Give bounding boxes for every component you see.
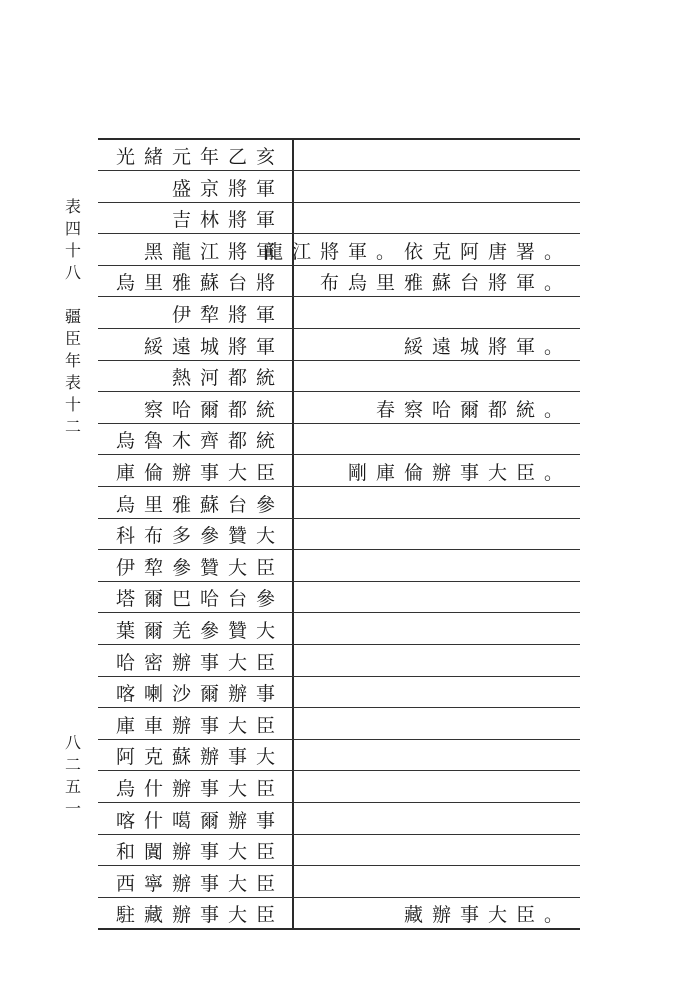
row-label: 喀喇沙爾辦事 [115, 683, 284, 706]
table-row [98, 235, 580, 266]
row-value: 龍江將軍。依克阿唐署。 [263, 240, 572, 263]
row-label: 烏魯木齊都統 [115, 430, 284, 453]
table-row [98, 266, 580, 297]
row-label: 綏遠城將軍 [143, 335, 284, 358]
table-row [98, 804, 580, 835]
table-row [98, 456, 580, 487]
row-value [294, 677, 580, 708]
row-label: 吉林將軍 [171, 209, 284, 232]
row-value [294, 709, 580, 740]
yearly-officials-table [98, 138, 580, 930]
row-value [294, 424, 580, 455]
row-label: 庫車辦事大臣 [115, 714, 284, 737]
row-value [294, 203, 580, 234]
row-value [294, 298, 580, 329]
row-value [294, 772, 580, 803]
margin-running-head: 表 四 十 八 疆 臣 年 表 十 二 [64, 197, 81, 436]
table-row [98, 740, 580, 771]
row-label: 哈密辦事大臣 [115, 651, 284, 674]
row-value [294, 519, 580, 550]
row-value: 春察哈爾都統。 [375, 398, 572, 421]
row-value [294, 867, 580, 898]
table-row [98, 393, 580, 424]
row-label: 駐藏辦事大臣 [115, 904, 284, 927]
row-value [294, 582, 580, 613]
row-value [294, 804, 580, 835]
table-row [98, 140, 580, 171]
row-value: 綏遠城將軍。 [403, 335, 572, 358]
row-label: 科布多參贊大 [115, 525, 284, 548]
row-label: 西寧辦事大臣 [115, 872, 284, 895]
row-label: 烏里雅蘇台將 [115, 272, 284, 295]
row-value: 剛庫倫辦事大臣。 [347, 462, 572, 484]
row-label: 阿克蘇辦事大 [115, 746, 284, 769]
row-label: 塔爾巴哈台參 [115, 588, 284, 611]
row-label: 伊犂將軍 [171, 304, 284, 326]
row-label: 葉爾羌參贊大 [115, 620, 284, 642]
table-row [98, 519, 580, 550]
row-label: 察哈爾都統 [143, 398, 284, 421]
table-row [98, 330, 580, 361]
table-row [98, 646, 580, 677]
margin-page-number: 八 二 五 一 [64, 733, 81, 818]
row-value [294, 488, 580, 519]
row-label: 烏里雅蘇台參 [115, 493, 284, 516]
table-row [98, 614, 580, 645]
row-value [294, 172, 580, 203]
table-row [98, 709, 580, 740]
table-row [98, 488, 580, 519]
table-row [98, 772, 580, 803]
table-row [98, 172, 580, 203]
table-row [98, 361, 580, 392]
table-row [98, 203, 580, 234]
row-label: 喀什噶爾辦事 [115, 809, 284, 832]
table-row [98, 424, 580, 455]
table-row [98, 551, 580, 582]
row-value [294, 361, 580, 392]
row-label: 黑龍江將軍 [143, 240, 284, 263]
row-value [294, 551, 580, 582]
table-row [98, 835, 580, 866]
table-row [98, 677, 580, 708]
row-label: 和闐辦事大臣 [115, 841, 284, 864]
table-row [98, 898, 580, 929]
row-label: 庫倫辦事大臣 [115, 462, 284, 484]
row-label: 烏什辦事大臣 [115, 778, 284, 800]
row-value [294, 140, 580, 171]
row-value [294, 614, 580, 645]
row-value [294, 646, 580, 677]
row-label: 伊犂參贊大臣 [115, 556, 284, 579]
row-label: 盛京將軍 [171, 177, 284, 200]
row-value: 藏辦事大臣。 [403, 904, 572, 927]
table-row [98, 298, 580, 329]
row-label: 熱河都統 [171, 367, 284, 390]
table-row [98, 867, 580, 898]
row-value [294, 740, 580, 771]
table-row [98, 582, 580, 613]
row-label: 光緒元年乙亥 [115, 146, 284, 168]
row-value: 布烏里雅蘇台將軍。 [319, 272, 572, 295]
row-value [294, 835, 580, 866]
